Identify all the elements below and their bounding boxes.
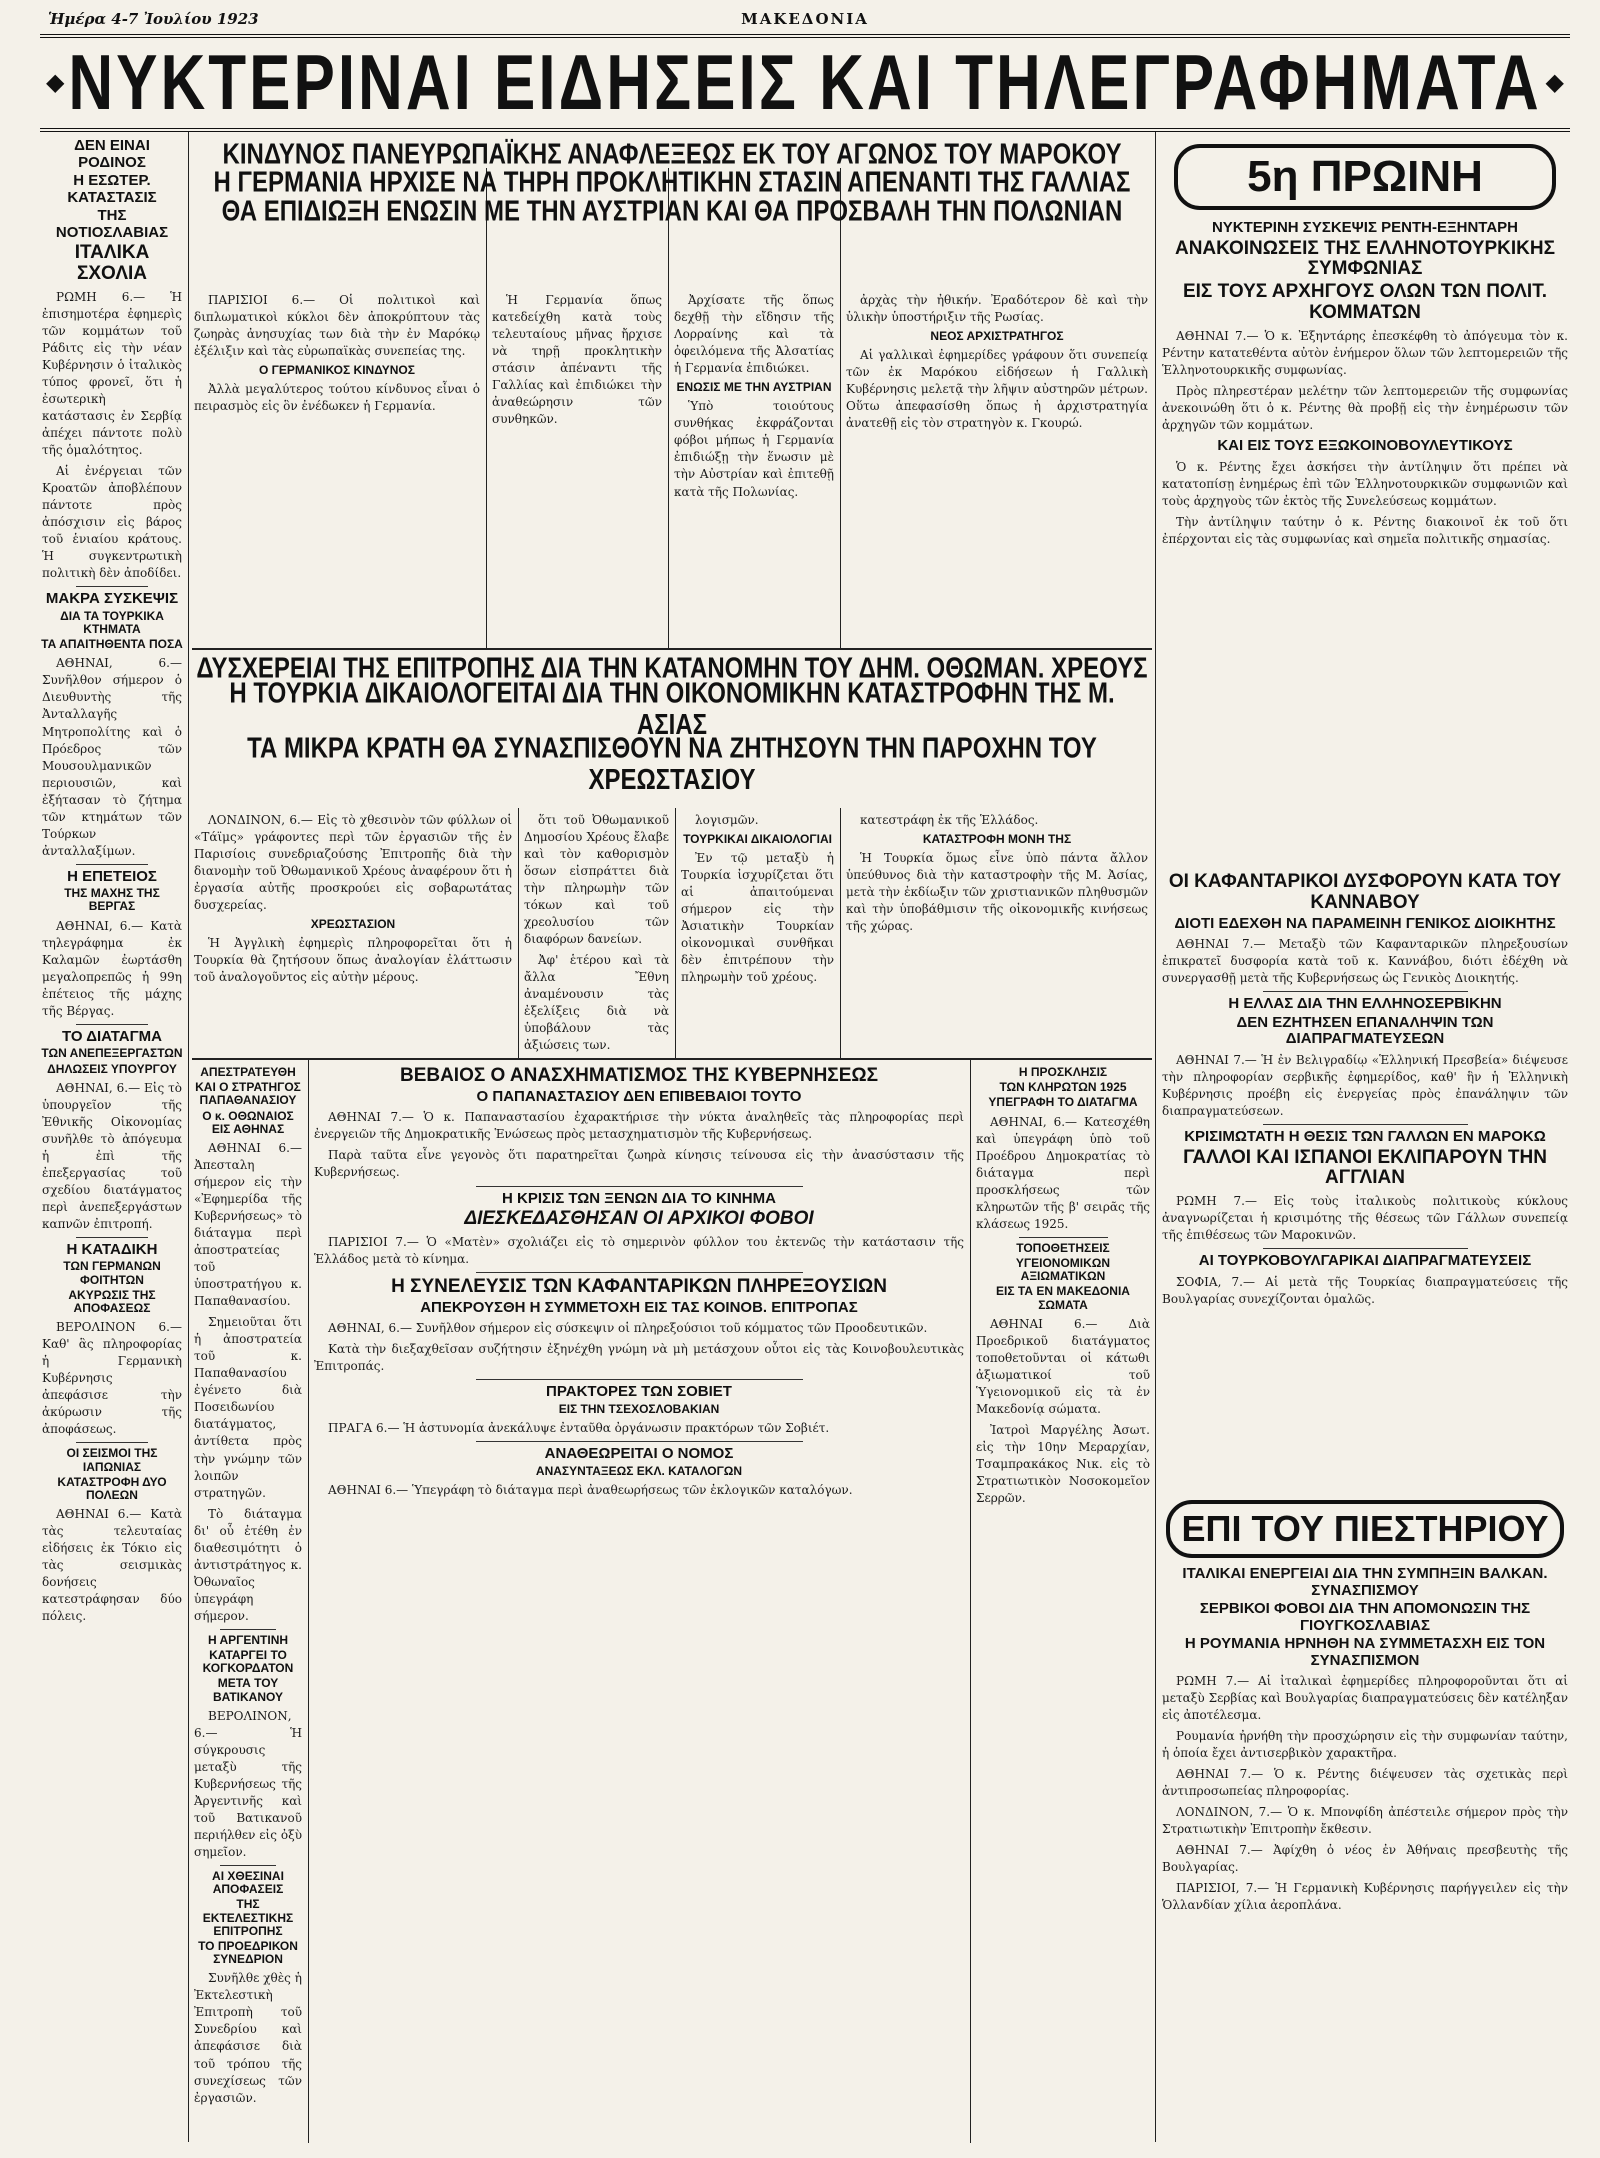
- headline: ΔΙΟΤΙ ΕΔΕΧΘΗ ΝΑ ΠΑΡΑΜΕΙΝΗ ΓΕΝΙΚΟΣ ΔΙΟΙΚΗΤΗΣ: [1174, 914, 1556, 932]
- article-text: Τὸ διάταγμα δι' οὗ ἐτέθη ἐν διαθεσιμότητι ὁ ἀντιστράτηγος κ. Ὀθωναῖος ὑπεγράφη σήμερον.: [194, 1506, 302, 1623]
- headline: Η ΤΟΥΡΚΙΑ ΔΙΚΑΙΟΛΟΓΕΙΤΑΙ ΔΙΑ ΤΗΝ ΟΙΚΟΝΟΜΙΚΗΝ ΚΑΤΑΣΤΡΟΦΗΝ ΤΗΣ Μ. ΑΣΙΑΣ: [229, 677, 1115, 742]
- headline: ΑΙ ΧΘΕΣΙΝΑΙ ΑΠΟΦΑΣΕΙΣ: [212, 1869, 284, 1897]
- article-text: ΑΘΗΝΑΙ, 6.— Συνῆλθον σήμερον ὁ Διευθυντὴς τῆς Ἀνταλλαγῆς Μητροπολίτης καὶ ὁ Πρόεδρος τῶν Μουσουλμανικῶν περιουσιῶν, καὶ ἐξήτασαν τὸ ζήτημα τῶν κτημάτων τῶν Τούρκων ἀνταλλαξίμων.: [42, 656, 182, 858]
- headline: ΙΤΑΛΙΚΑ ΣΧΟΛΙΑ: [74, 242, 150, 284]
- subheading: ΕΝΩΣΙΣ ΜΕ ΤΗΝ ΑΥΣΤΡΙΑΝ: [676, 380, 832, 395]
- headline: ΝΥΚΤΕΡΙΝΗ ΣΥΣΚΕΨΙΣ ΡΕΝΤΗ-ΕΞΗΝΤΑΡΗ: [1211, 219, 1519, 236]
- column-rule: [188, 132, 189, 2142]
- article-text: ΣΟΦΙΑ, 7.— Αἱ μετὰ τῆς Τουρκίας διαπραγματεύσεις τῆς Βουλγαρίας συνεχίζονται ὁμαλῶς.: [1162, 1274, 1568, 1306]
- column-rule: [1155, 132, 1156, 2142]
- article-text: ΑΘΗΝΑΙ 7.— Ὁ κ. Παπαναστασίου ἐχαρακτήρισε τὴν νύκτα ἀναληθεῖς τὰς πληροφορίας περὶ ἐνεργειῶν τῆς Δημοκρατικῆς Ἑνώσεως πρὸς μετασχηματισμὸν τῆς Κυβερνήσεως.: [314, 1110, 964, 1142]
- subheading: ΚΑΙ ΕΙΣ ΤΟΥΣ ΕΞΩΚΟΙΝΟΒΟΥΛΕΥΤΙΚΟΥΣ: [1217, 437, 1513, 455]
- headline: ΚΙΝΔΥΝΟΣ ΠΑΝΕΥΡΩΠΑΪΚΗΣ ΑΝΑΦΛΕΞΕΩΣ ΕΚ ΤΟΥ ΑΓΩΝΟΣ ΤΟΥ ΜΑΡΟΚΟΥ: [222, 138, 1122, 171]
- article-text: ΠΑΡΙΣΙΟΙ, 7.— Ἡ Γερμανικὴ Κυβέρνησις παρήγγειλεν εἰς τὴν Ὁλλανδίαν χίλια ἀεροπλάνα.: [1162, 1881, 1568, 1913]
- headline: ΑΙ ΤΟΥΡΚΟΒΟΥΛΓΑΡΙΚΑΙ ΔΙΑΠΡΑΓΜΑΤΕΥΣΕΙΣ: [1198, 1252, 1532, 1270]
- article-text: ΑΘΗΝΑΙ 7.— Ὁ κ. Ρέντης διέψευσεν τὰς σχετικὰς περὶ ἀντιπροσωπείας πληροφορίας.: [1162, 1767, 1568, 1799]
- article-text: ΑΘΗΝΑΙ 7.— Ἀφίχθη ὁ νέος ἐν Ἀθήναις πρεσβευτὴς τῆς Βουλγαρίας.: [1162, 1843, 1568, 1875]
- headline: Η ΕΣΩΤΕΡ. ΚΑΤΑΣΤΑΣΙΣ: [67, 172, 157, 206]
- headline: ΤΩΝ ΓΕΡΜΑΝΩΝ ΦΟΙΤΗΤΩΝ: [63, 1259, 161, 1287]
- headline: ΜΕΤΑ ΤΟΥ ΒΑΤΙΚΑΝΟΥ: [212, 1676, 283, 1704]
- headline: ΑΝΑΣΥΝΤΑΞΕΩΣ ΕΚΛ. ΚΑΤΑΛΟΓΩΝ: [535, 1463, 743, 1478]
- article-column: [192, 288, 482, 643]
- article-text: ἀρχὰς τὴν ἠθικήν. Ἐραδότερον δὲ καὶ τὴν ὑλικὴν ὑποστήριξιν τῆς Ρωσίας.: [846, 293, 1148, 325]
- article-text: Συνῆλθε χθὲς ἡ Ἐκτελεστικὴ Ἐπιτροπὴ τοῦ Συνεδρίου καὶ ἀπεφάσισε διὰ τοῦ τρόπου τῆς συνεχίσεως τῶν ἐργασιῶν.: [194, 1971, 302, 2105]
- headline: ΔΥΣΧΕΡΕΙΑΙ ΤΗΣ ΕΠΙΤΡΟΠΗΣ ΔΙΑ ΤΗΝ ΚΑΤΑΝΟΜΗΝ ΤΟΥ ΔΗΜ. ΟΘΩΜΑΝ. ΧΡΕΟΥΣ: [196, 654, 1148, 685]
- headline: Η ΓΕΡΜΑΝΙΑ ΗΡΧΙΣΕ ΝΑ ΤΗΡΗ ΠΡΟΚΛΗΤΙΚΗΝ ΣΤΑΣΙΝ ΑΠΕΝΑΝΤΙ ΤΗΣ ΓΑΛΛΙΑΣ: [213, 166, 1131, 199]
- ornament-left-icon: ◆: [46, 68, 65, 96]
- edition-box: 5η ΠΡΩΙΝΗ: [1174, 144, 1556, 210]
- separator: [476, 1272, 803, 1273]
- headline: ΚΡΙΣΙΜΩΤΑΤΗ Η ΘΕΣΙΣ ΤΩΝ ΓΑΛΛΩΝ ΕΝ ΜΑΡΟΚΩ: [1184, 1128, 1546, 1145]
- article-text: ΑΘΗΝΑΙ 6.— Κατὰ τὰς τελευταίας εἰδήσεις ἐκ Τόκιο εἰς τὰς σεισμικὰς δονήσεις κατεστράφησαν δύο πόλεις.: [42, 1507, 182, 1624]
- separator: [1263, 1248, 1468, 1249]
- headline: ΤΗΣ ΜΑΧΗΣ ΤΗΣ ΒΕΡΓΑΣ: [64, 886, 160, 914]
- separator: [476, 1441, 803, 1442]
- headline: Η ΚΡΙΣΙΣ ΤΩΝ ΞΕΝΩΝ ΔΙΑ ΤΟ ΚΙΝΗΜΑ: [502, 1189, 776, 1207]
- article-column: [679, 808, 836, 1053]
- article-column: [522, 808, 671, 1053]
- article-text: Ὁ κ. Ρέντης ἔχει ἀσκήσει τὴν ἀντίληψιν ὅτι πρέπει νὰ κατατοπίσῃ ἐνημέρως ἐπὶ τῶν Ἑλληνοτουρκικῶν συμφωνιῶν καὶ τοὺς ἀρχηγοὺς τῶν ἐκτὸς τῆς Συνελεύσεως κομμάτων.: [1162, 459, 1568, 508]
- article-text: Αἱ γαλλικαὶ ἐφημερίδες γράφουν ὅτι συνεπείᾳ τῶν ἐκ Μαρόκου εἰδήσεων ἡ Γαλλικὴ Κυβέρνησις μελετᾷ τὴν λῆψιν αὐστηρῶν μέτρων. Οὕτω ἀπεφασίσθη ὅπως ἡ ἀρχιστρατηγία ἀνατεθῇ εἰς τὸν στρατηγὸν κ. Γκουρώ.: [846, 348, 1148, 431]
- subheading: Ο ΓΕΡΜΑΝΙΚΟΣ ΚΙΝΔΥΝΟΣ: [259, 363, 415, 378]
- headline: Η ΚΑΤΑΔΙΚΗ: [66, 1240, 158, 1258]
- article-text: ΑΘΗΝΑΙ, 6.— Εἰς τὸ ὑπουργεῖον τῆς Ἐθνικῆς Οἰκονομίας συνῆλθε τὸ ἀπόγευμα ἡ ἐπὶ τῆς ἐπεξεργασίας τοῦ σχεδίου διατάγματος περὶ ἀνεπεξεργάστων καπνῶν ἐπιτροπή.: [42, 1080, 182, 1231]
- article-text: Ἀφ' ἑτέρου καὶ τὰ ἄλλα Ἔθνη ἀναμένουσιν τὰς ἐξελίξεις διὰ νὰ ὑποβάλουν τὰς ἀξιώσεις των.: [524, 953, 669, 1053]
- separator: [476, 1379, 803, 1380]
- article-column: [844, 808, 1150, 1053]
- running-header: [40, 8, 1570, 30]
- ornament-right-icon: ◆: [1545, 68, 1564, 96]
- separator: [76, 1442, 148, 1443]
- article-text: Ἡ Ἀγγλικὴ ἐφημερὶς πληροφορεῖται ὅτι ἡ Τουρκία θὰ ζητήσουν ὅπως ἀναλογίαν ἐλάττωσιν τοῦ ἀναλογοῦντος εἰς αὐτὴν μέρους.: [194, 936, 512, 985]
- article-text: ΛΟΝΔΙΝΟΝ, 7.— Ὁ κ. Μπονφίδη ἀπέστειλε σήμερον πρὸς τὴν Στρατιωτικὴν Ἐπιτροπὴν ἔκθεσιν.: [1162, 1805, 1568, 1837]
- separator: [1263, 991, 1468, 992]
- section-masthead: [40, 34, 1570, 132]
- headline: Η ΡΟΥΜΑΝΙΑ ΗΡΝΗΘΗ ΝΑ ΣΥΜΜΕΤΑΣΧΗ ΕΙΣ ΤΟΝ ΣΥΝΑΣΠΙΣΜΟΝ: [1184, 1635, 1546, 1669]
- article-text: λογισμῶν.: [695, 813, 759, 827]
- article-column: [672, 288, 836, 643]
- article-text: ΡΩΜΗ 7.— Αἱ ἰταλικαὶ ἐφημερίδες πληροφοροῦνται ὅτι αἱ μεταξὺ Σερβίας καὶ Βουλγαρίας διαπραγματεύσεις δὲν κατέληξαν εἰς ἀποτέλεσμα.: [1162, 1674, 1568, 1723]
- headline: ΓΑΛΛΟΙ ΚΑΙ ΙΣΠΑΝΟΙ ΕΚΛΙΠΑΡΟΥΝ ΤΗΝ ΑΓΓΛΙΑΝ: [1183, 1146, 1547, 1189]
- article-text: Ἰατροὶ Μαργέλης Ἀσωτ. εἰς τὴν 10ην Μεραρχίαν, Τσαμπρακάκος Νικ. εἰς τὸ Στρατιωτικὸν Νοσοκομεῖον Σερρῶν.: [976, 1422, 1150, 1506]
- headline: ΔΕΝ ΕΖΗΤΗΣΕΝ ΕΠΑΝΑΛΗΨΙΝ ΤΩΝ ΔΙΑΠΡΑΓΜΑΤΕΥΣΕΩΝ: [1236, 1013, 1494, 1048]
- headline: Η ΕΛΛΑΣ ΔΙΑ ΤΗΝ ΕΛΛΗΝΟΣΕΡΒΙΚΗΝ: [1228, 995, 1502, 1013]
- article-text: Ἡ Γερμανία ὅπως κατεδείχθη κατὰ τοὺς τελευταίους μῆνας ἤρχισε νὰ τηρῇ προκλητικὴν στάσιν ἀπέναντι τῆς Γαλλίας καὶ ἐπιδιώκει τὴν ἀναθεώρησιν τῶν συνθηκῶν.: [492, 293, 662, 427]
- separator: [76, 1237, 148, 1238]
- headline: ΤΩΝ ΚΛΗΡΩΤΩΝ 1925: [999, 1080, 1127, 1095]
- article-text: Αἱ ἐνέργειαι τῶν Κροατῶν ἀποβλέπουν πάντοτε πρὸς ἀπόσχισιν εἰς βάρος τοῦ ἑνιαίου κράτους. Ἡ συγκεντρωτικὴ πολιτικὴ δὲν ἀποδίδει.: [42, 464, 182, 581]
- headline: ΤΟΠΟΘΕΤΗΣΕΙΣ: [1016, 1240, 1110, 1255]
- headline: Η ΣΥΝΕΛΕΥΣΙΣ ΤΩΝ ΚΑΦΑΝΤΑΡΙΚΩΝ ΠΛΗΡΕΞΟΥΣΙΩΝ: [391, 1275, 887, 1297]
- article-text: Κατὰ τὴν διεξαχθεῖσαν συζήτησιν ἐξηνέχθη γνώμη νὰ μὴ μετάσχουν οὗτοι εἰς τὰς Κοινοβουλευτικὰς Ἐπιτροπάς.: [314, 1342, 964, 1374]
- section-rule: [192, 648, 1152, 650]
- article-text: ΠΑΡΙΣΙΟΙ 6.— Οἱ πολιτικοὶ καὶ διπλωματικοὶ κύκλοι δὲν ἀποκρύπτουν τὰς ζωηρὰς ἀνησυχίας των διὰ τὴν ἐν Μαρόκῳ ἐξέλιξιν καὶ τὰς εὐρωπαϊκὰς συνεπείας της.: [194, 293, 480, 359]
- article-text: ΡΩΜΗ 6.— Ἡ ἐπισημοτέρα ἐφημερὶς τῶν κομμάτων τοῦ Ράδιτς εἰς τὴν νέαν Κυβέρνησιν ὁ ἰταλικὸς τύπος φρονεῖ, ὅτι ἡ ἐσωτερικὴ κατάστασις ἐν Σερβίᾳ ἀπέχει πάντοτε πολὺ τῆς ὁμαλότητος.: [42, 289, 182, 458]
- headline: ΔΙΕΣΚΕΔΑΣΘΗΣΑΝ ΟΙ ΑΡΧΙΚΟΙ ΦΟΒΟΙ: [464, 1208, 814, 1230]
- subheading: ΤΟΥΡΚΙΚΑΙ ΔΙΚΑΙΟΛΟΓΙΑΙ: [683, 832, 832, 847]
- headline: Η ΠΡΟΣΚΛΗΣΙΣ: [1018, 1065, 1108, 1079]
- article-text: Ἀλλὰ μεγαλύτερος τούτου κίνδυνος εἶναι ὁ πειρασμὸς εἰς ὃν ἐνέδωκεν ἡ Γερμανία.: [194, 382, 480, 414]
- headline: Η ΕΠΕΤΕΙΟΣ: [67, 867, 157, 885]
- article-text: ΑΘΗΝΑΙ 6.— Ὑπεγράφη τὸ διάταγμα περὶ ἀναθεωρήσεως τῶν ἐκλογικῶν καταλόγων.: [328, 1482, 853, 1497]
- article-text: Τὴν ἀντίληψιν ταύτην ὁ κ. Ρέντης διακοινοῖ ἐκ τοῦ ὅτι ἐπέρχονται εἰς τὰς συμφωνίας καὶ σημεῖα πολιτικῆς σημασίας.: [1162, 514, 1568, 546]
- separator: [76, 586, 148, 587]
- ottoman-debt-heads: [192, 654, 1152, 804]
- right-column-lower: [1160, 1496, 1570, 2142]
- article-text: Σημειοῦται ὅτι ἡ ἀποστρατεία τοῦ κ. Παπαθανασίου ἐγένετο διὰ Ποσειδωνίου διατάγματος, ἀντίθετα πρὸς τὴν γνώμην τῶν λοιπῶν στρατηγῶν.: [194, 1315, 302, 1500]
- article-text: ΒΕΡΟΛΙΝΟΝ 6.— Καθ' ἃς πληροφορίας ἡ Γερμανικὴ Κυβέρνησις ἀπεφάσισε τὴν ἀκύρωσιν τῆς ἀποφάσεως.: [42, 1320, 182, 1437]
- headline: ΕΙΣ ΤΗΝ ΤΣΕΧΟΣΛΟΒΑΚΙΑΝ: [558, 1401, 720, 1416]
- left-column: [40, 136, 184, 2142]
- article-text: ΑΘΗΝΑΙ, 6.— Κατεσχέθη καὶ ὑπεγράφη ὑπὸ τοῦ Προέδρου Δημοκρατίας τὸ διάταγμα περὶ προσκλήσεως τῶν κληρωτῶν τῆς β' σειρᾶς τῆς κλάσεως 1925.: [976, 1114, 1150, 1231]
- headline: ΔΕΝ ΕΙΝΑΙ ΡΟΔΙΝΟΣ: [74, 137, 150, 171]
- headline: ΠΡΑΚΤΟΡΕΣ ΤΩΝ ΣΟΒΙΕΤ: [546, 1383, 732, 1401]
- article-text: Ἀρχίσατε τῆς ὅπως δεχθῇ τὴν εἴδησιν τῆς Λορραίνης καὶ τὰ ὀφειλόμενα τῆς Ἀλσατίας ἡ Γερμανία ἐπιδιώκει.: [674, 293, 834, 376]
- center-right-column: [974, 1064, 1152, 2142]
- stop-press-box: ΕΠΙ ΤΟΥ ΠΙΕΣΤΗΡΙΟΥ: [1166, 1500, 1564, 1558]
- subheading: ΚΑΤΑΣΤΡΟΦΗ ΜΟΝΗ ΤΗΣ: [922, 832, 1072, 847]
- article-column: [490, 288, 664, 643]
- column-rule: [840, 808, 841, 1058]
- column-rule: [675, 808, 676, 1058]
- article-text: Ρουμανία ἠρνήθη τὴν προσχώρησιν εἰς τὴν συμφωνίαν ταύτην, ἡ ὁποία ἔχει ἀντισερβικὸν χαρακτῆρα.: [1162, 1729, 1568, 1761]
- article-text: κατεστράφη ἐκ τῆς Ἑλλάδος.: [860, 813, 1039, 827]
- headline: ΤΟ ΔΙΑΤΑΓΜΑ: [62, 1027, 162, 1045]
- article-text: Ἐν τῷ μεταξὺ ἡ Τουρκία ἰσχυρίζεται ὅτι αἱ ἀπαιτούμεναι σήμερον εἰς τὴν Ἀσιατικὴν Τουρκίαν οἰκονομικαὶ συνθῆκαι δὲν ἐπιτρέπουν τὴν πληρωμὴν τοῦ χρέους.: [681, 851, 834, 985]
- headline: ΣΕΡΒΙΚΟΙ ΦΟΒΟΙ ΔΙΑ ΤΗΝ ΑΠΟΜΟΝΩΣΙΝ ΤΗΣ ΓΙΟΥΓΚΟΣΛΑΒΙΑΣ: [1199, 1600, 1531, 1634]
- subheading: ΧΡΕΩΣΤΑΣΙΟΝ: [310, 917, 396, 932]
- headline: ΤΑ ΜΙΚΡΑ ΚΡΑΤΗ ΘΑ ΣΥΝΑΣΠΙΣΘΟΥΝ ΝΑ ΖΗΤΗΣΟΥΝ ΤΗΝ ΠΑΡΟΧΗΝ ΤΟΥ ΧΡΕΩΣΤΑΣΙΟΥ: [247, 732, 1097, 797]
- headline: ΤΗΣ ΝΟΤΙΟΣΛΑΒΙΑΣ: [55, 207, 169, 241]
- headline: ΥΓΕΙΟΝΟΜΙΚΩΝ ΑΞΙΩΜΑΤΙΚΩΝ: [1015, 1255, 1111, 1284]
- headline: ΤΟ ΠΡΟΕΔΡΙΚΟΝ ΣΥΝΕΔΡΙΟΝ: [198, 1938, 298, 1967]
- newspaper-page: [40, 8, 1570, 2148]
- headline: ΤΗΣ ΕΚΤΕΛΕΣΤΙΚΗΣ ΕΠΙΤΡΟΠΗΣ: [202, 1897, 294, 1938]
- article-text: ΠΡΑΓΑ 6.— Ἡ ἀστυνομία ἀνεκάλυψε ἐνταῦθα ὀργάνωσιν πρακτόρων τῶν Σοβιέτ.: [328, 1421, 830, 1436]
- headline: ΒΕΒΑΙΟΣ Ο ΑΝΑΣΧΗΜΑΤΙΣΜΟΣ ΤΗΣ ΚΥΒΕΡΝΗΣΕΩΣ: [399, 1065, 879, 1086]
- article-text: ΒΕΡΟΛΙΝΟΝ, 6.— Ἡ σύγκρουσις μεταξὺ τῆς Κυβερνήσεως τῆς Ἀργεντινῆς καὶ τοῦ Βατικανοῦ περιήλθεν εἰς ὀξὺ σημεῖον.: [194, 1708, 302, 1859]
- article-text: Πρὸς πληρεστέραν μελέτην τῶν λεπτομερειῶν τῆς συμφωνίας ἀνεκοινώθη ὅτι ὁ κ. Ρέντης θὰ προβῇ εἰς τὴν ἐνημέρωσιν τῶν ἀρχηγῶν τῶν κομμάτων.: [1162, 384, 1568, 433]
- headline: ΤΩΝ ΑΝΕΠΕΞΕΡΓΑΣΤΩΝ: [41, 1046, 183, 1061]
- article-text: ΑΘΗΝΑΙ, 6.— Κατὰ τηλεγράφημα ἐκ Καλαμῶν ἐωρτάσθη μεγαλοπρεπῶς ἡ 99η ἐπέτειος τῆς μάχης τῆς Βέργας.: [42, 918, 182, 1018]
- separator: [76, 864, 148, 865]
- separator: [220, 1629, 276, 1630]
- subheading: ΝΕΟΣ ΑΡΧΙΣΤΡΑΤΗΓΟΣ: [930, 329, 1064, 344]
- headline: ΘΑ ΕΠΙΔΙΩΞΗ ΕΝΩΣΙΝ ΜΕ ΤΗΝ ΑΥΣΤΡΙΑΝ ΚΑΙ ΘΑ ΠΡΟΣΒΑΛΗ ΤΗΝ ΠΟΛΩΝΙΑΝ: [221, 194, 1123, 228]
- article-text: Ὑπὸ τοιούτους συνθήκας ἐκφράζονται φόβοι μήπως ἡ Γερμανία ἐπιδιώξῃ τὴν ἕνωσιν μὲ τὴν Αὐστρίαν καὶ ἐπιτεθῇ κατὰ τῆς Πολωνίας.: [674, 399, 834, 499]
- separator: [476, 1186, 803, 1187]
- article-text: ΑΘΗΝΑΙ, 6.— Συνῆλθον σήμερον εἰς σύσκεψιν οἱ πληρεξούσιοι τοῦ κόμματος τῶν Προοδευτικῶν.: [328, 1321, 928, 1336]
- headline: ΔΗΛΩΣΕΙΣ ΥΠΟΥΡΓΟΥ: [47, 1061, 177, 1076]
- headline: ΚΑΤΑΡΓΕΙ ΤΟ ΚΟΓΚΟΡΔΑΤΟΝ: [202, 1648, 294, 1676]
- article-column: [844, 288, 1150, 643]
- separator: [1019, 1237, 1108, 1238]
- separator: [220, 1865, 276, 1866]
- issue-date: Ἡμέρα 4-7 Ἰουλίου 1923: [48, 10, 259, 28]
- section-title: ΝΥΚΤΕΡΙΝΑΙ ΕΙΔΗΣΕΙΣ ΚΑΙ ΤΗΛΕΓΡΑΦΗΜΑΤΑ: [68, 39, 1542, 127]
- article-text: ΑΘΗΝΑΙ 7.— Μεταξὺ τῶν Καφανταρικῶν πληρεξουσίων ἐπικρατεῖ δυσφορία κατὰ τοῦ κ. Καννάβου, διότι ἐδέχθη νὰ συνεργασθῇ μετὰ τῆς Κυβερνήσεως ὡς Γενικὸς Διοικητής.: [1162, 937, 1568, 986]
- headline: ΑΠΕΚΡΟΥΣΘΗ Η ΣΥΜΜΕΤΟΧΗ ΕΙΣ ΤΑΣ ΚΟΙΝΟΒ. ΕΠΙΤΡΟΠΑΣ: [420, 1298, 858, 1316]
- article-text: Παρὰ ταῦτα εἶνε γεγονὸς ὅτι παρατηρεῖται ζωηρὰ κίνησις τείνουσα εἰς τὴν ἀνασύστασιν τῆς Κυβερνήσεως.: [314, 1148, 964, 1180]
- headline: ΔΙΑ ΤΑ ΤΟΥΡΚΙΚΑ ΚΤΗΜΑΤΑ: [60, 608, 164, 636]
- article-text: ΡΩΜΗ 7.— Εἰς τοὺς ἰταλικοὺς πολιτικοὺς κύκλους ἀναγνωρίζεται ἡ κρισιμότης τῆς θέσεως τῶν Γάλλων συνεπείᾳ τῆς ἐπιθέσεως τῶν Μαροκινῶν.: [1162, 1194, 1568, 1243]
- headline: ΑΚΥΡΩΣΙΣ ΤΗΣ ΑΠΟΦΑΣΕΩΣ: [68, 1287, 156, 1316]
- article-text: ὅτι τοῦ Ὀθωμανικοῦ Δημοσίου Χρέους ἔλαβε καὶ τὸν καθορισμὸν ὅσων εἰσπράττει διὰ τὴν πληρωμὴν τῶν τόκων καὶ τοῦ χρεολυσίου τῶν διαφόρων δανείων.: [524, 813, 669, 947]
- newspaper-name: ΜΑΚΕΔΟΝΙΑ: [741, 10, 869, 28]
- headline: ΟΙ ΣΕΙΣΜΟΙ ΤΗΣ ΙΑΠΩΝΙΑΣ: [66, 1446, 158, 1474]
- headline: ΤΑ ΑΠΑΙΤΗΘΕΝΤΑ ΠΟΣΑ: [41, 637, 183, 652]
- article-text: ΑΘΗΝΑΙ 7.— Ἡ ἐν Βελιγραδίῳ «Ἑλληνική Πρεσβεία» διέψευσε τὴν πληροφορίαν σερβικῆς ἐφημερίδος, καθ' ἣν ἡ Ἑλληνικὴ Κυβέρνησις προέβη εἰς ἐνεργείας πρὸς ἐπανάληψιν τῶν διαπραγματεύσεων.: [1162, 1052, 1568, 1118]
- headline: ΑΝΑΘΕΩΡΕΙΤΑΙ Ο ΝΟΜΟΣ: [544, 1445, 734, 1463]
- headline: ΙΤΑΛΙΚΑΙ ΕΝΕΡΓΕΙΑΙ ΔΙΑ ΤΗΝ ΣΥΜΠΗΞΙΝ ΒΑΛΚΑΝ. ΣΥΝΑΣΠΙΣΜΟΥ: [1182, 1565, 1548, 1599]
- column-rule: [518, 808, 519, 1058]
- article-text: ΑΘΗΝΑΙ 6.— Διὰ Προεδρικοῦ διατάγματος τοποθετοῦνται οἱ κάτωθι ἀξιωματικοί τοῦ Ὑγειονομικοῦ εἰς τὰ ἐν Μακεδονίᾳ σώματα.: [976, 1316, 1150, 1416]
- headline: ΑΝΑΚΟΙΝΩΣΕΙΣ ΤΗΣ ΕΛΛΗΝΟΤΟΥΡΚΙΚΗΣ ΣΥΜΦΩΝΙΑΣ: [1174, 237, 1555, 280]
- headline: ΕΙΣ ΤΑ ΕΝ ΜΑΚΕΔΟΝΙΑ ΣΩΜΑΤΑ: [996, 1284, 1130, 1312]
- article-text: Ἡ Τουρκία ὅμως εἶνε ὑπὸ πάντα ἄλλον ὑπεύθυνος διὰ τὴν καταστροφὴν τῆς Μ. Ἀσίας, μετὰ τὴν ἐκδίωξιν τῶν χριστιανικῶν πληθυσμῶν καὶ τὴν ὑποβάθμισιν τῆς οἰκονομικῆς κινήσεως τῆς χώρας.: [846, 851, 1148, 934]
- center-narrow-column: [192, 1064, 304, 2142]
- article-column: [192, 808, 514, 1053]
- article-text: ΑΘΗΝΑΙ 7.— Ὁ κ. Ἐξηντάρης ἐπεσκέφθη τὸ ἀπόγευμα τὸν κ. Ρέντην κατατεθέντα αὐτὸν ἐνήμερον ὅλων τῶν λεπτομερειῶν τῆς Ἑλληνοτουρκικῆς συμφωνίας.: [1162, 329, 1568, 378]
- right-column-top: [1160, 136, 1570, 866]
- section-rule: [192, 1058, 1152, 1060]
- headline: Ο κ. ΟΘΩΝΑΙΟΣ ΕΙΣ ΑΘΗΝΑΣ: [202, 1108, 294, 1136]
- headline: Η ΑΡΓΕΝΤΙΝΗ: [207, 1632, 289, 1647]
- separator: [76, 1024, 148, 1025]
- headline: ΚΑΤΑΣΤΡΟΦΗ ΔΥΟ ΠΟΛΕΩΝ: [57, 1474, 167, 1502]
- article-text: ΠΑΡΙΣΙΟΙ 7.— Ὁ «Ματὲν» σχολιάζει εἰς τὸ σημερινὸν φύλλον του ἐκτενῶς τὴν κατάστασιν τῆς Ἑλλάδος μετὰ τὸ κίνημα.: [314, 1234, 964, 1266]
- column-rule: [970, 1058, 971, 2143]
- article-text: ΑΘΗΝΑΙ 6.— Ἀπεσταλη σήμερον εἰς τὴν «Ἐφημερίδα τῆς Κυβερνήσεως» τὸ διάταγμα περὶ ἀποστρατείας τοῦ ὑποστρατήγου κ. Παπαθανασίου.: [194, 1140, 302, 1309]
- headline: ΕΙΣ ΤΟΥΣ ΑΡΧΗΓΟΥΣ ΟΛΩΝ ΤΩΝ ΠΟΛΙΤ. ΚΟΜΜΑΤΩΝ: [1182, 281, 1547, 324]
- headline: ΜΑΚΡΑ ΣΥΣΚΕΨΙΣ: [45, 590, 179, 608]
- headline: ΚΑΙ Ο ΣΤΡΑΤΗΓΟΣ ΠΑΠΑΘΑΝΑΣΙΟΥ: [195, 1080, 301, 1108]
- headline: Ο ΠΑΠΑΝΑΣΤΑΣΙΟΥ ΔΕΝ ΕΠΙΒΕΒΑΙΟΙ ΤΟΥΤΟ: [476, 1087, 802, 1105]
- article-text: ΛΟΝΔΙΝΟΝ, 6.— Εἰς τὸ χθεσινὸν τῶν φύλλων οἱ «Τάϊμς» γράφοντες περὶ τῶν ἐργασιῶν τῆς ἐν Παρισίοις συνεδριαζούσης Ἐπιτροπῆς διὰ τὴν διανομὴν τοῦ Ὀθωμανικοῦ Χρέους ἀναφέρουν ὅτι ἡ ἐργασία αὐτῆς προσκρούει εἰς σοβαρωτάτας δυσχερείας.: [194, 813, 512, 913]
- center-main-column: [312, 1064, 966, 2142]
- right-column-middle: [1160, 870, 1570, 1490]
- column-rule: [308, 1058, 309, 2143]
- headline: ΥΠΕΓΡΑΦΗ ΤΟ ΔΙΑΤΑΓΜΑ: [988, 1095, 1138, 1110]
- separator: [1263, 1124, 1468, 1125]
- headline: ΑΠΕΣΤΡΑΤΕΥΘΗ: [200, 1065, 296, 1079]
- headline: ΟΙ ΚΑΦΑΝΤΑΡΙΚΟΙ ΔΥΣΦΟΡΟΥΝ ΚΑΤΑ ΤΟΥ ΚΑΝΝΑΒΟΥ: [1168, 871, 1562, 913]
